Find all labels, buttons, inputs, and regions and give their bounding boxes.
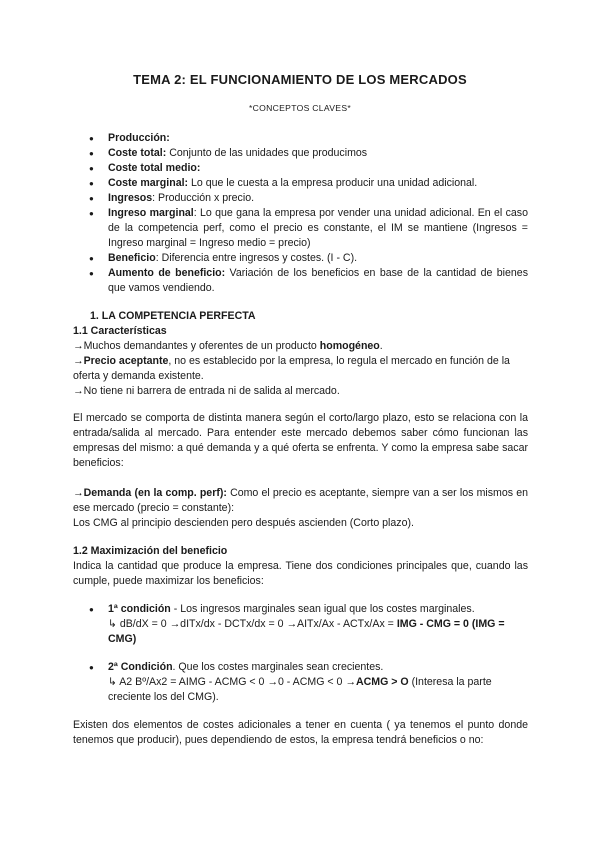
concepts-list [73,131,528,296]
section-heading: 1. LA COMPETENCIA PERFECTA [90,310,256,322]
closing-paragraph: Existen dos elementos de costes adicionales a tener en cuenta ( ya tenemos el punto donde tenemos que producir), pues dependiendo de estos, la empresa tendrá beneficios o no: [73,719,528,746]
condition-item: ● 2ª Condición. Que los costes marginales sean crecientes. ↳ A2 Bº/Ax2 = AIMG - ACMG < 0 →0 - ACMG < 0 →ACMG > O (Interesa la parte creciente los del CMG). [73,660,528,705]
concepts-list-block [73,131,528,296]
concept-definition: Conjunto de las unidades que producimos [166,147,368,159]
concept-item [73,131,528,146]
concept-term: Coste total medio: [108,162,201,174]
page-subtitle: *CONCEPTOS CLAVES* [248,103,352,113]
bullet-icon: ● [89,605,94,614]
cmg-line: Los CMG al principio descienden pero después ascienden (Corto plazo). [73,517,414,529]
characteristic-line: →Precio aceptante, no es establecido por la empresa, lo regula el mercado en función de la oferta y demanda existente. [73,355,510,382]
condition-formula: ↳ dB/dX = 0 →dITx/dx - DCTx/dx = 0 →AITx/Ax - ACTx/Ax = IMG - CMG = 0 (IMG = CMG) [108,618,505,645]
concept-definition: : Lo que gana la empresa por vender una unidad adicional. En el caso de la competencia perf, como el precio es constante, el IM se mantiene (Ingresos = Ingreso marginal = Ingreso medio = precio) [108,207,528,249]
section-maximizacion [73,544,528,589]
concept-item [73,176,528,191]
concept-item [73,251,528,266]
concept-term: Ingreso marginal [108,207,194,219]
condition-item: ● 1ª condición - Los ingresos marginales sean igual que los costes marginales. ↳ dB/dX = 0 →dITx/dx - DCTx/dx = 0 →AITx/Ax - ACTx/Ax = IMG - CMG = 0 (IMG = CMG) [73,602,528,647]
concept-term: Beneficio [108,252,156,264]
concept-item [73,206,528,251]
concept-term: Coste marginal: [108,177,189,189]
bullet-icon: ● [89,663,94,672]
concept-definition: : Producción x precio. [152,192,255,204]
concept-definition: Lo que le cuesta a la empresa producir una unidad adicional. [188,177,478,189]
subsection-heading: 1.1 Características [73,325,167,337]
concept-item [73,266,528,296]
section-competencia-perfecta [73,309,528,399]
condition-2 [73,660,528,705]
concept-item [73,191,528,206]
concept-item [73,161,528,176]
condition-formula: ↳ A2 Bº/Ax2 = AIMG - ACMG < 0 →0 - ACMG < 0 →ACMG > O (Interesa la parte creciente los del CMG). [108,676,492,703]
characteristic-line: →No tiene ni barrera de entrada ni de salida al mercado. [73,385,340,397]
subsection-heading: 1.2 Maximización del beneficio [73,545,228,557]
concept-definition: : Diferencia entre ingresos y costes. (I - C). [155,252,358,264]
concept-term: Aumento de beneficio: [108,267,226,279]
concept-term: Ingresos [108,192,153,204]
characteristic-line: →Muchos demandantes y oferentes de un producto homogéneo. [73,340,383,352]
concept-term: Coste total: [108,147,167,159]
demand-block [73,486,528,531]
demand-line: →Demanda (en la comp. perf): Como el precio es aceptante, siempre van a ser los mismos en ese mercado (precio = constante): [73,487,528,514]
condition-1 [73,602,528,647]
intro-paragraph: Indica la cantidad que produce la empresa. Tiene dos condiciones principales que, cuando las cumple, puede maximizar los beneficios: [73,560,528,587]
market-paragraph: El mercado se comporta de distinta manera según el corto/largo plazo, esto se relaciona con la entrada/salida al mercado. Para entender este mercado debemos saber cómo funcionan las empresas del mismo: a qué demanda y a qué oferta se enfrenta. Y como la empresa sabe sacar beneficios: [73,412,528,469]
concept-definition: Variación de los beneficios en base de la cantidad de bienes que vamos vendiendo. [108,267,528,294]
concept-item [73,146,528,161]
page-title: TEMA 2: EL FUNCIONAMIENTO DE LOS MERCADOS [133,72,467,87]
concept-term: Producción: [108,132,170,144]
